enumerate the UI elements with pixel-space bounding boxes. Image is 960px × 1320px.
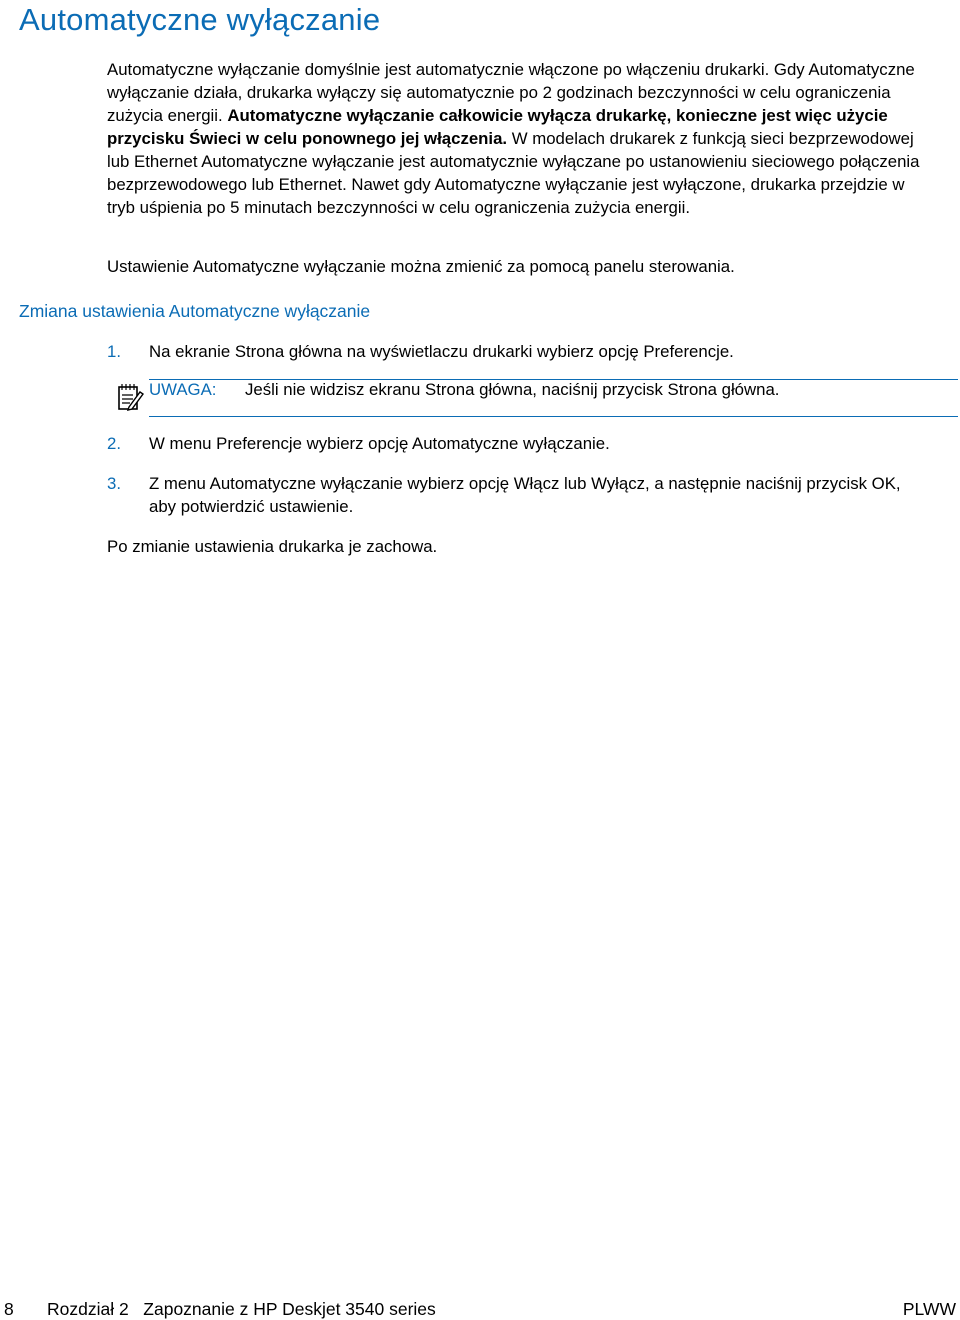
footer-chapter: Rozdział 2 Zapoznanie z HP Deskjet 3540 series <box>47 1299 436 1319</box>
note-box <box>149 379 958 417</box>
step-number: 1. <box>107 342 121 361</box>
step-number: 2. <box>107 434 121 453</box>
intro-text-bold: Automatyczne wyłączanie całkowicie wyłącza drukarkę, konieczne jest więc użycie przycisku Świeci w celu ponownego jej włączenia. <box>107 106 888 148</box>
footer-code: PLWW <box>902 1299 956 1319</box>
note-pencil-icon <box>116 382 144 412</box>
note-text: Jeśli nie widzisz ekranu Strona główna, naciśnij przycisk Strona główna. <box>245 380 780 399</box>
closing-paragraph: Po zmianie ustawienia drukarka je zachowa. <box>107 537 438 556</box>
step-text: Na ekranie Strona główna na wyświetlaczu drukarki wybierz opcję Preferencje. <box>149 342 734 361</box>
step-number: 3. <box>107 474 121 493</box>
intro-paragraph <box>107 58 937 219</box>
step-text: Z menu Automatyczne wyłączanie wybierz opcję Włącz lub Wyłącz, a następnie naciśnij przycisk OK, aby potwierdzić ustawienie. <box>149 474 901 516</box>
note-label: UWAGA: <box>149 380 217 399</box>
step-text: W menu Preferencje wybierz opcję Automatyczne wyłączanie. <box>149 434 610 453</box>
page-title: Automatyczne wyłączanie <box>19 2 381 37</box>
intro-text-b: W modelach drukarek z funkcją sieci bezprzewodowej lub Ethernet Automatyczne wyłączanie jest automatycznie wyłączane po ustanowieniu sieciowego połączenia bezprzewodowego lub Ethernet. Nawet gdy Automatyczne wyłączanie jest wyłączone, drukarka przejdzie w tryb uśpienia po 5 minutach bezczynności w celu ograniczenia zużycia energii. <box>107 129 920 217</box>
settings-note-paragraph: Ustawienie Automatyczne wyłączanie można zmienić za pomocą panelu sterowania. <box>107 257 735 276</box>
footer-page-number: 8 <box>4 1299 14 1319</box>
intro-text-a: Automatyczne wyłączanie domyślnie jest automatycznie włączone po włączeniu drukarki. Gdy Automatyczne wyłączanie działa, drukarka wyłączy się automatycznie po 2 godzinach bezczynności w celu ograniczenia zużycia energii. <box>107 60 915 125</box>
section-heading: Zmiana ustawienia Automatyczne wyłączanie <box>19 301 371 321</box>
